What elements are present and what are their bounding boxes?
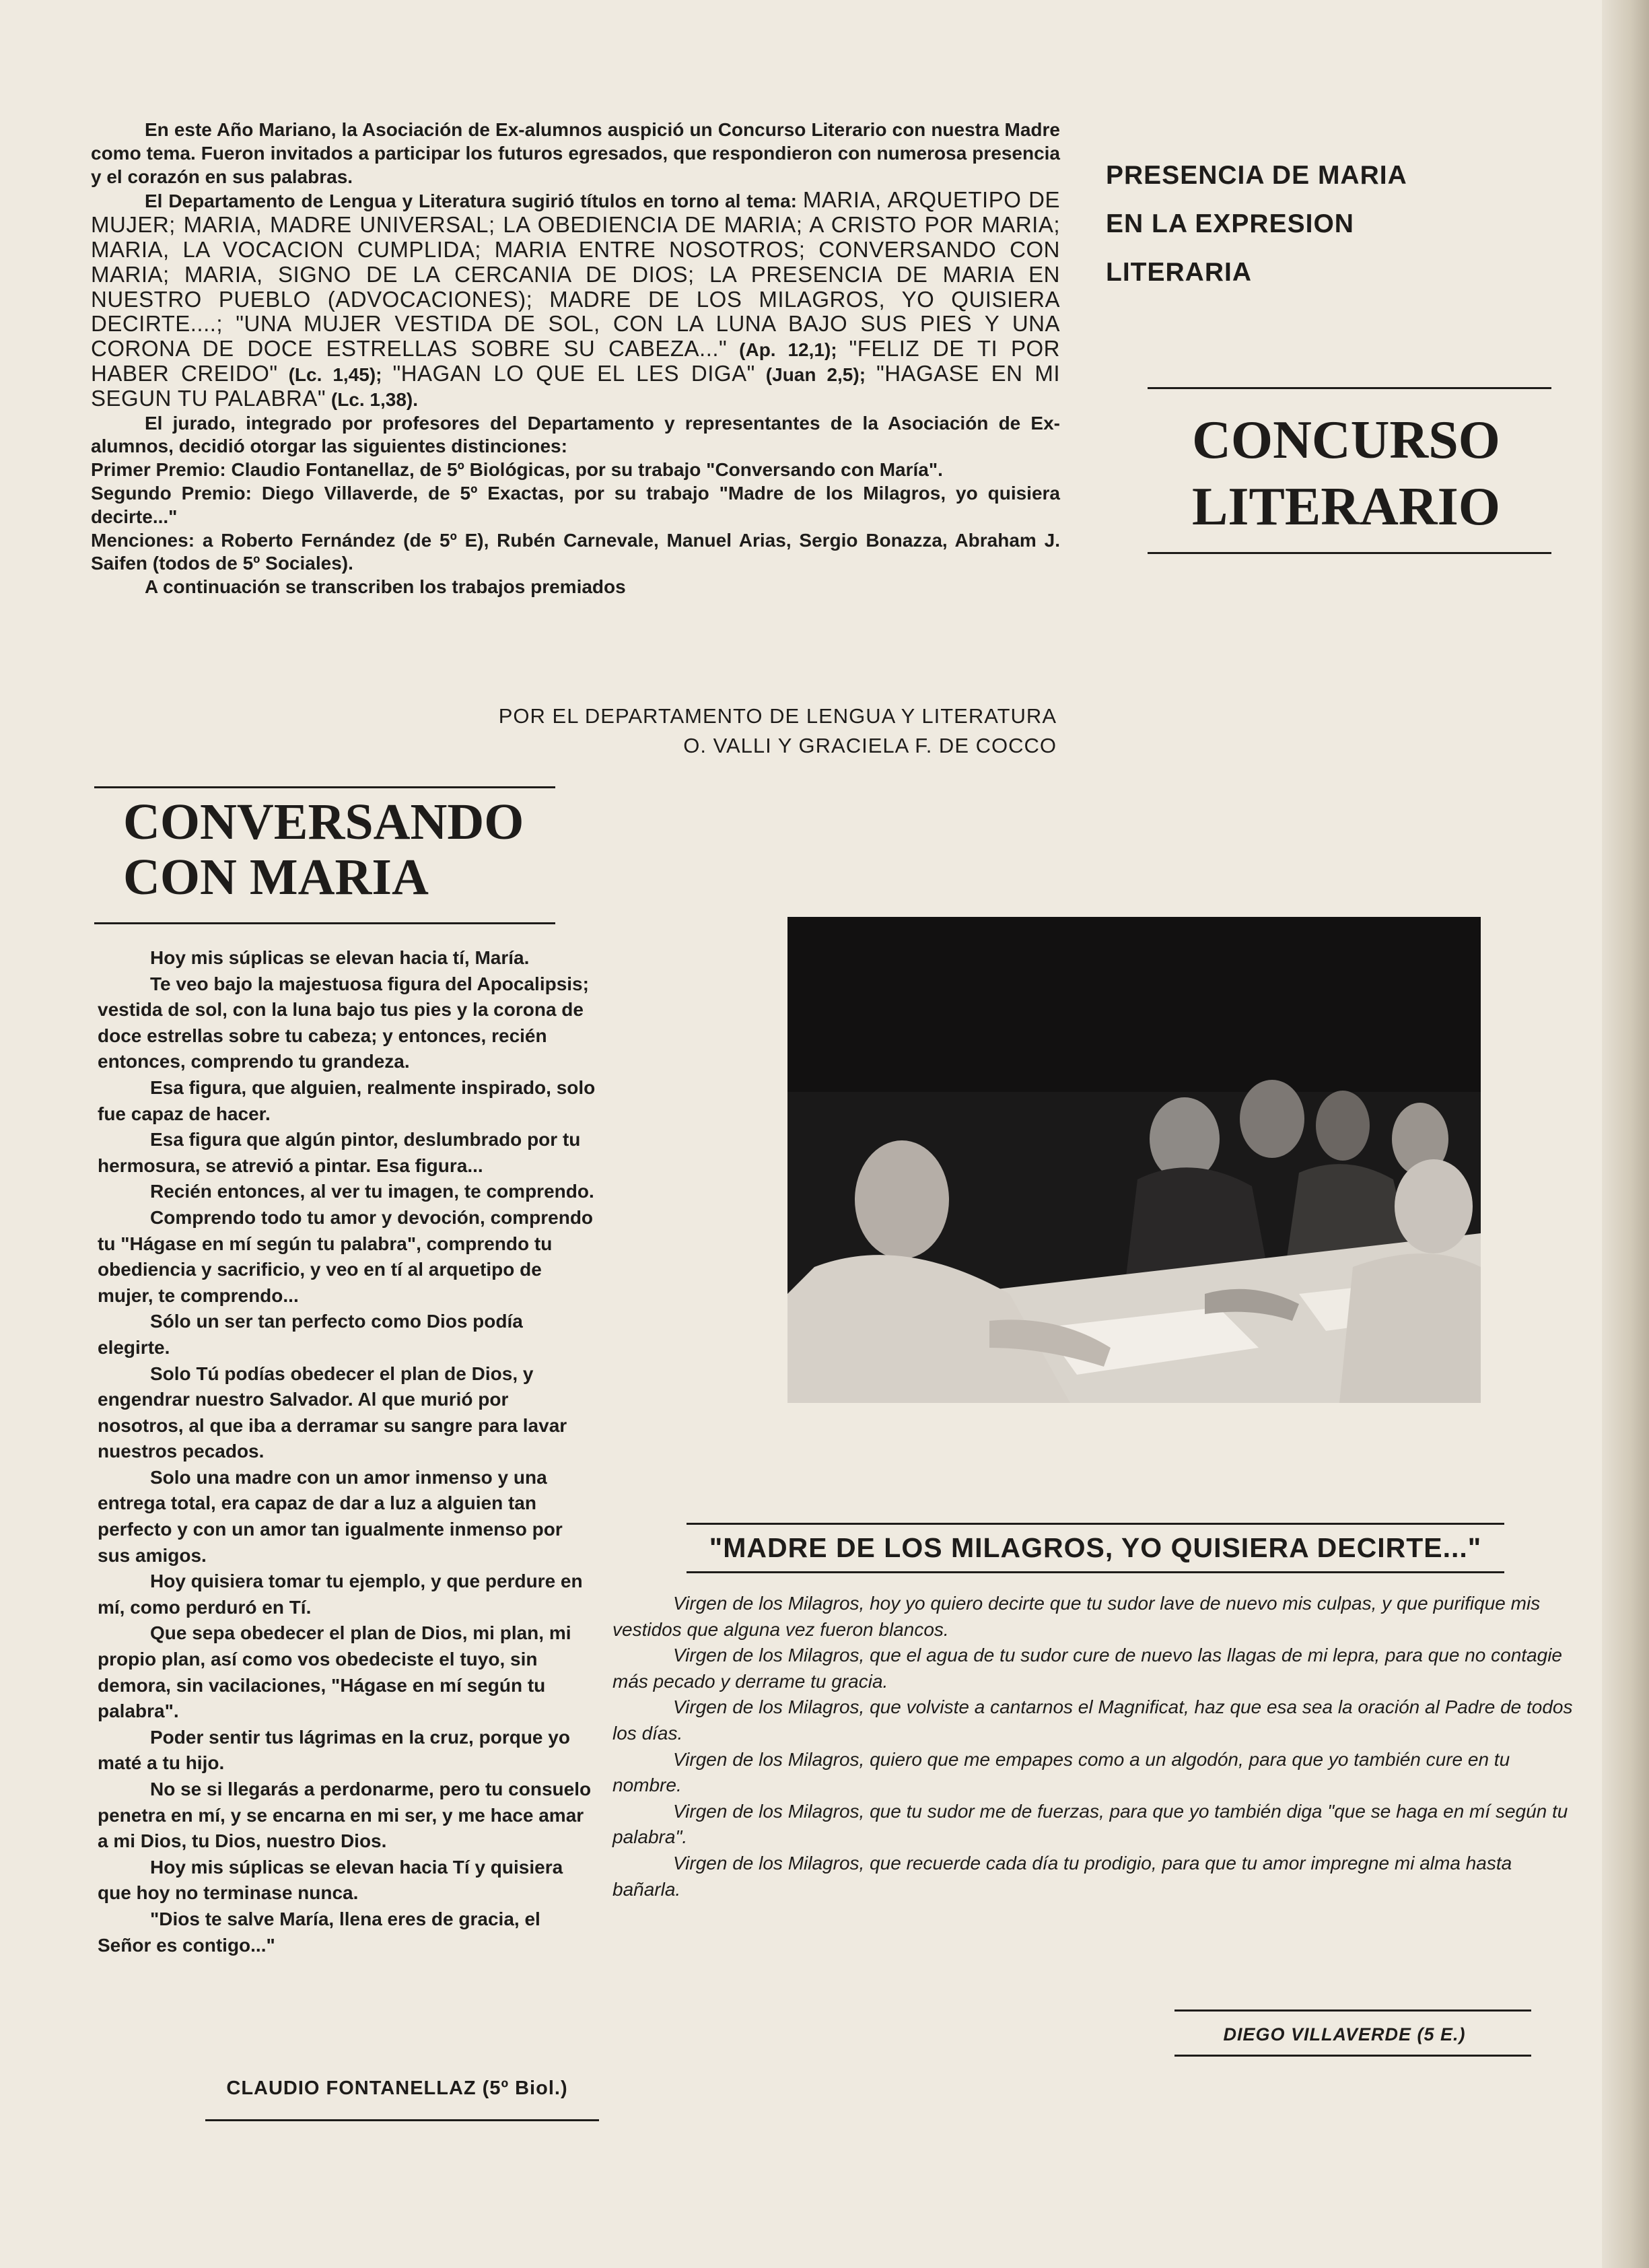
madre-paragraph: Virgen de los Milagros, hoy yo quiero decirte que tu sudor lave de nuevo mis culpas, y que purifique mis vestidos que alguna vez fueron blancos. bbox=[612, 1593, 1541, 1640]
intro-title-quote: "HAGAN LO QUE EL LES DIGA" bbox=[392, 360, 755, 386]
intro-ref: (Juan 2,5); bbox=[755, 364, 877, 385]
page-edge-shadow bbox=[1602, 0, 1649, 2268]
poem-paragraph: Que sepa obedecer el plan de Dios, mi plan, mi propio plan, así como vos obedeciste el tuyo, sin demora, sin vacilaciones, "Hágase en mí según tu palabra". bbox=[98, 1622, 571, 1722]
madre-title: "MADRE DE LOS MILAGROS, YO QUISIERA DECIRTE..." bbox=[709, 1532, 1482, 1563]
poem-paragraph: Hoy mis súplicas se elevan hacia tí, María. bbox=[150, 947, 530, 968]
intro-closing: A continuación se transcriben los trabajos premiados bbox=[145, 576, 626, 598]
madre-paragraph: Virgen de los Milagros, que el agua de tu sudor cure de nuevo las llagas de mi lepra, para que no contagie más pecado y derrame tu gracia. bbox=[612, 1645, 1563, 1692]
poem-paragraph: Hoy quisiera tomar tu ejemplo, y que perdure en mí, como perduró en Tí. bbox=[98, 1571, 583, 1618]
second-prize: Segundo Premio: Diego Villaverde, de 5º Exactas, por su trabajo "Madre de los Milagros, yo quisiera decirte..." bbox=[91, 482, 1060, 527]
poem-paragraph: Te veo bajo la majestuosa figura del Apocalipsis; vestida de sol, con la luna bajo tus pies y la corona de doce estrellas sobre tu cabeza; y entonces, recién entonces, comprendo tu grandeza. bbox=[98, 973, 589, 1072]
poem-paragraph: "Dios te salve María, llena eres de gracia, el Señor es contigo..." bbox=[98, 1908, 540, 1956]
poem-paragraph: No se si llegarás a perdonarme, pero tu consuelo penetra en mí, y se encarna en mi ser, y me hace amar a mi Dios, tu Dios, nuestro Dios. bbox=[98, 1779, 592, 1852]
intro-titles-paragraph bbox=[91, 188, 1060, 411]
madre-paragraph: Virgen de los Milagros, que volviste a cantarnos el Magnificat, haz que esa sea la oración al Padre de todos los días. bbox=[612, 1696, 1573, 1744]
intro-ref: (Lc. 1,38). bbox=[326, 388, 419, 410]
conversando-title bbox=[123, 794, 540, 905]
intro-signature-names: O. VALLI Y GRACIELA F. DE COCCO bbox=[683, 734, 1057, 757]
divider-rule bbox=[1174, 2009, 1531, 2012]
divider-rule bbox=[205, 2119, 599, 2121]
poem-paragraph: Esa figura que algún pintor, deslumbrado por tu hermosura, se atrevió a pintar. Esa figura... bbox=[98, 1129, 581, 1176]
divider-rule bbox=[94, 922, 555, 924]
intro-signature-department: POR EL DEPARTAMENTO DE LENGUA Y LITERATURA bbox=[498, 704, 1057, 728]
madre-author: DIEGO VILLAVERDE (5 E.) bbox=[1223, 2024, 1466, 2044]
section-heading-line: EN LA EXPRESION bbox=[1106, 209, 1354, 238]
intro-article bbox=[91, 118, 1060, 599]
concurso-title-line: LITERARIO bbox=[1192, 477, 1500, 537]
intro-title-quote: "HAGASE EN MI SEGUN TU PALABRA" bbox=[91, 360, 1061, 411]
conversando-title-line: CON MARIA bbox=[123, 849, 429, 905]
conversando-title-line: CONVERSANDO bbox=[123, 794, 524, 850]
poem-paragraph: Sólo un ser tan perfecto como Dios podía elegirte. bbox=[98, 1311, 523, 1358]
first-prize: Primer Premio: Claudio Fontanellaz, de 5º Biológicas, por su trabajo "Conversando con María". bbox=[91, 459, 943, 481]
concurso-title bbox=[1144, 407, 1548, 541]
conversando-text bbox=[98, 945, 596, 1958]
madre-paragraph: Virgen de los Milagros, que recuerde cada día tu prodigio, para que tu amor impregne mi alma hasta bañarla. bbox=[612, 1852, 1512, 1900]
concurso-title-line: CONCURSO bbox=[1192, 411, 1500, 470]
poem-paragraph: Poder sentir tus lágrimas en la cruz, porque yo maté a tu hijo. bbox=[98, 1726, 570, 1774]
intro-title-quote: "FELIZ DE TI POR HABER CREIDO" bbox=[91, 336, 1060, 386]
poem-paragraph: Comprendo todo tu amor y devoción, comprendo tu "Hágase en mí según tu palabra", comprendo tu obediencia y sacrificio, y veo en tí al arquetipo de mujer, te comprendo... bbox=[98, 1206, 594, 1306]
divider-rule bbox=[1174, 2055, 1531, 2057]
madre-text bbox=[612, 1591, 1575, 1902]
intro-ref: (Ap. 12,1); bbox=[727, 339, 849, 361]
divider-rule bbox=[687, 1571, 1504, 1573]
poem-paragraph: Hoy mis súplicas se elevan hacia Tí y quisiera que hoy no terminase nunca. bbox=[98, 1856, 563, 1904]
students-writing-photo bbox=[787, 917, 1481, 1403]
conversando-author: CLAUDIO FONTANELLAZ (5º Biol.) bbox=[226, 2077, 568, 2099]
poem-paragraph: Solo una madre con un amor inmenso y una entrega total, era capaz de dar a luz a alguien tan perfecto y con un amor tan igualmente inmenso por sus amigos. bbox=[98, 1466, 563, 1566]
divider-rule bbox=[1148, 387, 1551, 389]
divider-rule bbox=[687, 1523, 1504, 1525]
mentions: Menciones: a Roberto Fernández (de 5º E), Rubén Carnevale, Manuel Arias, Sergio Bonazza, Abraham J. Saifen (todos de 5º Sociales). bbox=[91, 529, 1060, 574]
intro-title-list: MARIA, ARQUETIPO DE MUJER; MARIA, MADRE UNIVERSAL; LA OBEDIENCIA DE MARIA; A CRISTO POR MARIA; MARIA, LA VOCACION CUMPLIDA; MARIA ENTRE NOSOTROS; CONVERSANDO CON MARIA; MARIA, SIGNO DE LA CERCANIA DE DIOS; LA PRESENCIA DE MARIA EN NUESTRO PUEBLO (ADVOCACIONES); MADRE DE LOS MILAGROS, YO QUISIERA DECIRTE....; "UNA MUJER VESTIDA DE SOL, CON LA LUNA BAJO SUS PIES Y UNA CORONA DE DOCE ESTRELLAS SOBRE SU CABEZA..." bbox=[91, 187, 1061, 362]
madre-paragraph: Virgen de los Milagros, que tu sudor me de fuerzas, para que yo también diga "que se haga en mí según tu palabra". bbox=[612, 1800, 1568, 1848]
madre-paragraph: Virgen de los Milagros, quiero que me empapes como a un algodón, para que yo también cure en tu nombre. bbox=[612, 1748, 1510, 1796]
section-heading bbox=[1106, 151, 1564, 297]
intro-signature bbox=[269, 701, 1057, 761]
photo-illustration bbox=[787, 917, 1481, 1403]
poem-paragraph: Solo Tú podías obedecer el plan de Dios, y engendrar nuestro Salvador. Al que murió por nosotros, al que iba a derramar su sangre para lavar nuestros pecados. bbox=[98, 1363, 567, 1462]
divider-rule bbox=[94, 786, 555, 788]
intro-ref: (Lc. 1,45); bbox=[277, 364, 393, 385]
intro-titles-lead: El Departamento de Lengua y Literatura sugirió títulos en torno al tema: bbox=[145, 191, 803, 212]
poem-paragraph: Esa figura, que alguien, realmente inspirado, solo fue capaz de hacer. bbox=[98, 1076, 596, 1124]
intro-paragraph: En este Año Mariano, la Asociación de Ex-alumnos auspició un Concurso Literario con nuestra Madre como tema. Fueron invitados a participar los futuros egresados, que respondieron con numerosa presencia y el corazón en sus palabras. bbox=[91, 119, 1060, 187]
section-heading-line: PRESENCIA DE MARIA bbox=[1106, 161, 1407, 190]
divider-rule bbox=[1148, 552, 1551, 554]
poem-paragraph: Recién entonces, al ver tu imagen, te comprendo. bbox=[150, 1181, 594, 1202]
section-heading-line: LITERARIA bbox=[1106, 258, 1252, 287]
intro-jury-paragraph: El jurado, integrado por profesores del Departamento y representantes de la Asociación de Ex-alumnos, decidió otorgar las siguientes distinciones: bbox=[91, 412, 1060, 457]
